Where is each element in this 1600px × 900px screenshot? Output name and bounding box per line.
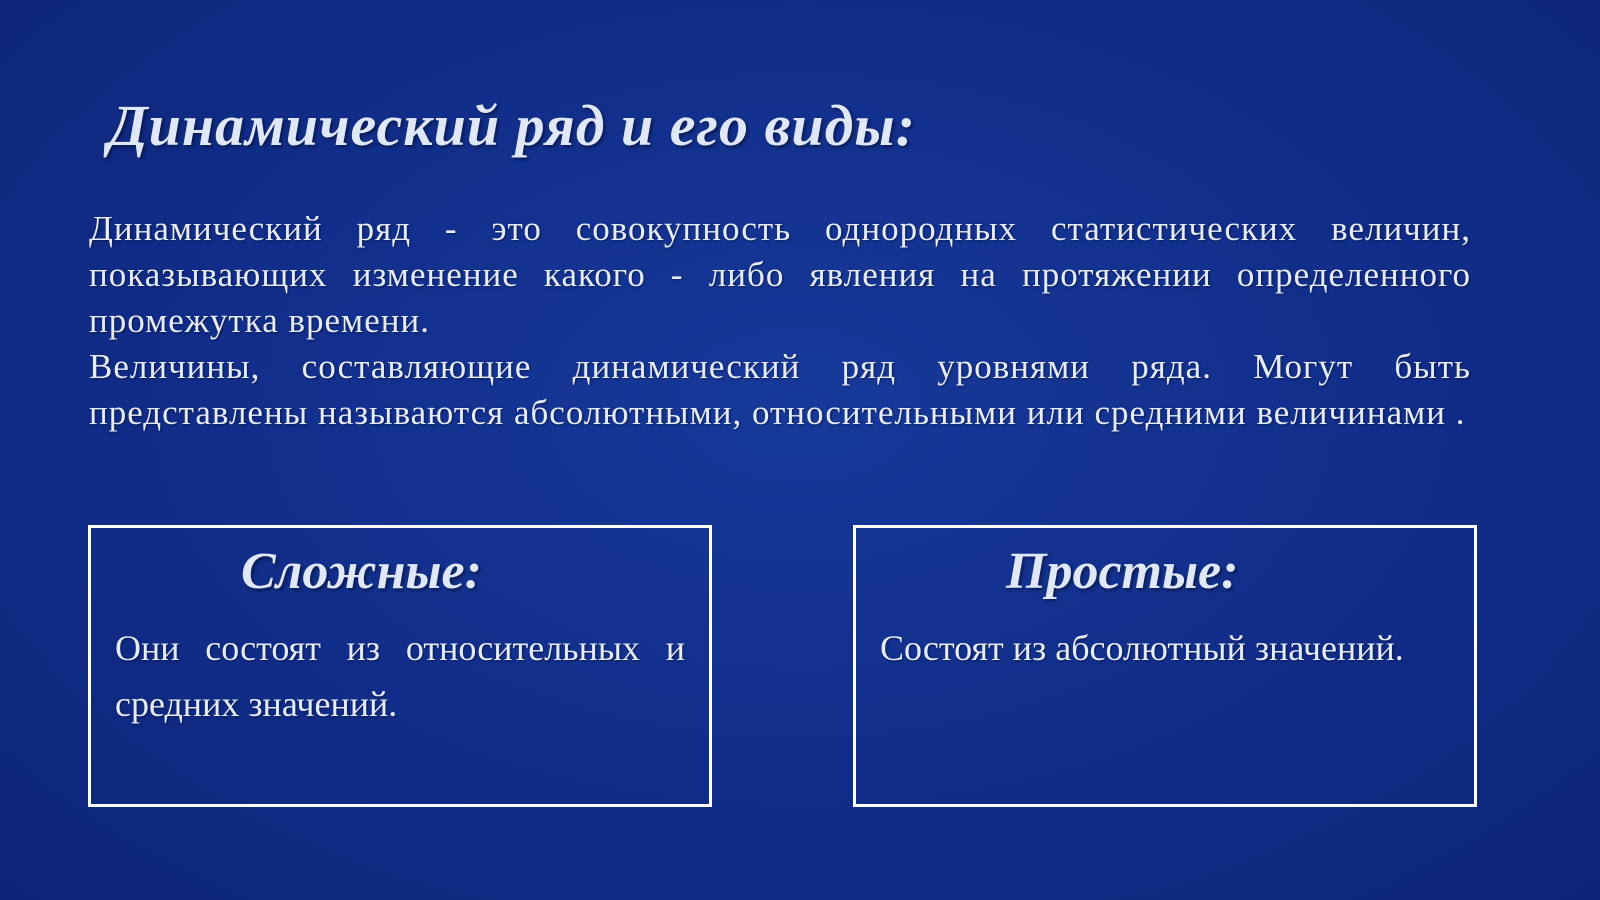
- definition-text: [89, 206, 1471, 436]
- complex-series-heading: Сложные:: [241, 543, 482, 600]
- slide-title: Динамический ряд и его виды:: [108, 93, 916, 158]
- complex-series-box: [88, 525, 712, 807]
- simple-series-description: Состоят из абсолютный значений.: [880, 628, 1404, 668]
- complex-series-description: Они состоят из относительных и средних значений.: [115, 628, 685, 724]
- definition-paragraph: Динамический ряд - это совокупность однородных статистических величин, показывающих изменение какого - либо явления на протяжении определенного промежутка времени.: [89, 209, 1471, 340]
- levels-paragraph: Величины, составляющие динамический ряд уровнями ряда. Могут быть представлены называются абсолютными, относительными или средними величинами .: [89, 347, 1471, 432]
- simple-series-box: [853, 525, 1477, 807]
- simple-series-heading: Простые:: [1006, 543, 1239, 600]
